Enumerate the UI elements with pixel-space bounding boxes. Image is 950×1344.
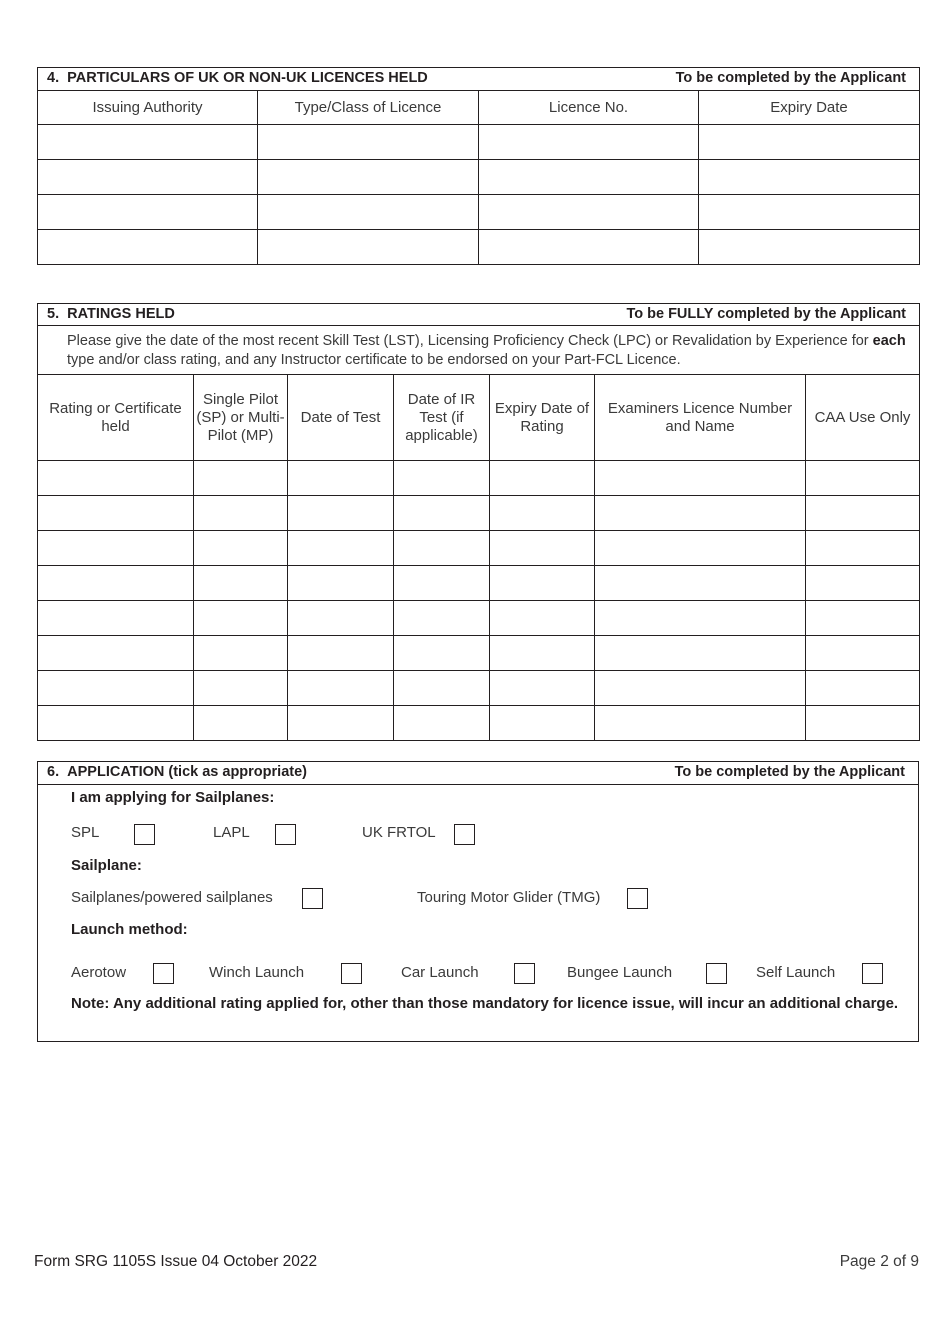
licence-entry-cell[interactable] — [479, 160, 699, 195]
section-4-note: To be completed by the Applicant — [675, 70, 907, 86]
rating-entry-cell[interactable] — [38, 671, 194, 706]
rating-entry-cell[interactable] — [490, 706, 595, 741]
licence-entry-cell[interactable] — [38, 230, 258, 265]
rating-entry-cell[interactable] — [38, 461, 194, 496]
form-id: Form SRG 1105S Issue 04 October 2022 — [34, 1253, 318, 1270]
rating-entry-cell[interactable] — [394, 706, 490, 741]
col-date-ir-test: Date of IR Test (if applicable) — [394, 375, 490, 461]
section-6-application — [37, 761, 919, 1042]
rating-entry-cell[interactable] — [38, 636, 194, 671]
rating-entry-cell[interactable] — [288, 636, 394, 671]
rating-entry-cell[interactable] — [490, 531, 595, 566]
rating-entry-cell[interactable] — [806, 496, 920, 531]
rating-entry-cell[interactable] — [490, 601, 595, 636]
licence-entry-cell[interactable] — [479, 195, 699, 230]
licence-entry-cell[interactable] — [699, 125, 920, 160]
option-sailplanes-label: Sailplanes/powered sailplanes — [71, 889, 273, 906]
rating-entry-cell[interactable] — [490, 636, 595, 671]
licence-entry-cell[interactable] — [258, 195, 479, 230]
rating-entry-cell[interactable] — [288, 566, 394, 601]
rating-row — [38, 601, 920, 636]
section-5-ratings-held — [37, 303, 919, 741]
section-6-header — [38, 762, 918, 785]
rating-entry-cell[interactable] — [490, 461, 595, 496]
licence-entry-cell[interactable] — [258, 230, 479, 265]
applying-heading: I am applying for Sailplanes: — [71, 789, 275, 806]
rating-entry-cell[interactable] — [288, 671, 394, 706]
rating-row — [38, 496, 920, 531]
sailplane-heading: Sailplane: — [71, 857, 142, 874]
rating-entry-cell[interactable] — [194, 636, 288, 671]
licence-entry-cell[interactable] — [479, 230, 699, 265]
rating-entry-cell[interactable] — [38, 601, 194, 636]
rating-entry-cell[interactable] — [288, 601, 394, 636]
rating-row — [38, 671, 920, 706]
rating-entry-cell[interactable] — [394, 566, 490, 601]
self-launch-checkbox[interactable] — [862, 963, 883, 984]
rating-entry-cell[interactable] — [806, 461, 920, 496]
rating-entry-cell[interactable] — [490, 496, 595, 531]
col-caa-use-only: CAA Use Only — [806, 375, 920, 461]
rating-entry-cell[interactable] — [394, 601, 490, 636]
rating-row — [38, 706, 920, 741]
rating-entry-cell[interactable] — [595, 671, 806, 706]
rating-entry-cell[interactable] — [194, 461, 288, 496]
rating-entry-cell[interactable] — [806, 531, 920, 566]
rating-entry-cell[interactable] — [595, 601, 806, 636]
spl-checkbox[interactable] — [134, 824, 155, 845]
rating-entry-cell[interactable] — [38, 566, 194, 601]
col-issuing-authority: Issuing Authority — [38, 91, 258, 125]
bungee-checkbox[interactable] — [706, 963, 727, 984]
licence-entry-cell[interactable] — [258, 125, 479, 160]
licence-entry-cell[interactable] — [38, 160, 258, 195]
licence-entry-cell[interactable] — [479, 125, 699, 160]
section-4-licences-held — [37, 67, 919, 265]
rating-entry-cell[interactable] — [194, 531, 288, 566]
licence-row — [38, 195, 920, 230]
tmg-checkbox[interactable] — [627, 888, 648, 909]
rating-entry-cell[interactable] — [38, 531, 194, 566]
rating-entry-cell[interactable] — [806, 636, 920, 671]
rating-entry-cell[interactable] — [806, 566, 920, 601]
section-5-header — [38, 304, 920, 326]
option-aerotow-label: Aerotow — [71, 964, 127, 981]
option-lapl-label: LAPL — [213, 824, 250, 841]
licence-entry-cell[interactable] — [699, 160, 920, 195]
col-date-of-test: Date of Test — [288, 375, 394, 461]
option-uk-frtol-label: UK FRTOL — [362, 824, 436, 841]
rating-entry-cell[interactable] — [288, 461, 394, 496]
rating-entry-cell[interactable] — [288, 706, 394, 741]
rating-entry-cell[interactable] — [194, 496, 288, 531]
section-4-header — [38, 68, 920, 91]
section-6-title: 6. APPLICATION (tick as appropriate) — [47, 764, 307, 780]
licence-entry-cell[interactable] — [699, 230, 920, 265]
section-5-note: To be FULLY completed by the Applicant — [626, 306, 907, 322]
page-number: Page 2 of 9 — [839, 1253, 919, 1270]
col-type-class: Type/Class of Licence — [258, 91, 479, 125]
rating-row — [38, 531, 920, 566]
ratings-table — [37, 303, 920, 741]
rating-entry-cell[interactable] — [394, 636, 490, 671]
rating-entry-cell[interactable] — [595, 566, 806, 601]
licences-table — [37, 67, 920, 265]
rating-entry-cell[interactable] — [595, 706, 806, 741]
col-rating-certificate: Rating or Certificate held — [38, 375, 194, 461]
winch-checkbox[interactable] — [341, 963, 362, 984]
rating-entry-cell[interactable] — [394, 671, 490, 706]
rating-entry-cell[interactable] — [394, 531, 490, 566]
sailplanes-checkbox[interactable] — [302, 888, 323, 909]
car-checkbox[interactable] — [514, 963, 535, 984]
rating-entry-cell[interactable] — [806, 601, 920, 636]
section-6-note: To be completed by the Applicant — [674, 764, 905, 780]
option-spl-label: SPL — [71, 824, 100, 841]
rating-entry-cell[interactable] — [38, 706, 194, 741]
option-self-launch-label: Self Launch — [756, 964, 836, 981]
lapl-checkbox[interactable] — [275, 824, 296, 845]
rating-row — [38, 566, 920, 601]
licence-entry-cell[interactable] — [38, 195, 258, 230]
rating-row — [38, 461, 920, 496]
rating-entry-cell[interactable] — [38, 496, 194, 531]
licence-entry-cell[interactable] — [38, 125, 258, 160]
uk-frtol-checkbox[interactable] — [454, 824, 475, 845]
rating-entry-cell[interactable] — [595, 636, 806, 671]
rating-entry-cell[interactable] — [194, 601, 288, 636]
option-car-label: Car Launch — [401, 964, 479, 981]
section-5-instructions: Please give the date of the most recent Skill Test (LST), Licensing Proficiency Check (LPC) or Revalidation by Experience for each type and/or class rating, and any Instructor certificate to be endorsed on your Part-FCL Licence. — [38, 326, 920, 375]
rating-row — [38, 636, 920, 671]
rating-entry-cell[interactable] — [490, 671, 595, 706]
section-4-title: 4. PARTICULARS OF UK OR NON-UK LICENCES HELD — [47, 70, 428, 86]
rating-entry-cell[interactable] — [194, 671, 288, 706]
rating-entry-cell[interactable] — [394, 496, 490, 531]
aerotow-checkbox[interactable] — [153, 963, 174, 984]
section-5-title: 5. RATINGS HELD — [47, 306, 175, 322]
licence-entry-cell[interactable] — [699, 195, 920, 230]
launch-heading: Launch method: — [71, 921, 188, 938]
col-expiry-date-rating: Expiry Date of Rating — [490, 375, 595, 461]
col-single-multi-pilot: Single Pilot (SP) or Multi-Pilot (MP) — [194, 375, 288, 461]
rating-entry-cell[interactable] — [288, 531, 394, 566]
rating-entry-cell[interactable] — [595, 461, 806, 496]
licence-entry-cell[interactable] — [258, 160, 479, 195]
option-bungee-label: Bungee Launch — [567, 964, 673, 981]
licence-row — [38, 230, 920, 265]
option-winch-label: Winch Launch — [209, 964, 305, 981]
rating-entry-cell[interactable] — [490, 566, 595, 601]
rating-entry-cell[interactable] — [288, 496, 394, 531]
licence-row — [38, 160, 920, 195]
col-licence-no: Licence No. — [479, 91, 699, 125]
rating-entry-cell[interactable] — [806, 671, 920, 706]
col-expiry-date: Expiry Date — [699, 91, 920, 125]
rating-entry-cell[interactable] — [394, 461, 490, 496]
col-examiners-licence: Examiners Licence Number and Name — [595, 375, 806, 461]
additional-charge-note: Note: Any additional rating applied for, other than those mandatory for licence issue, will incur an additional charge. — [71, 995, 899, 1012]
rating-entry-cell[interactable] — [595, 531, 806, 566]
rating-entry-cell[interactable] — [194, 706, 288, 741]
rating-entry-cell[interactable] — [806, 706, 920, 741]
rating-entry-cell[interactable] — [194, 566, 288, 601]
licence-row — [38, 125, 920, 160]
option-tmg-label: Touring Motor Glider (TMG) — [417, 889, 601, 906]
rating-entry-cell[interactable] — [595, 496, 806, 531]
